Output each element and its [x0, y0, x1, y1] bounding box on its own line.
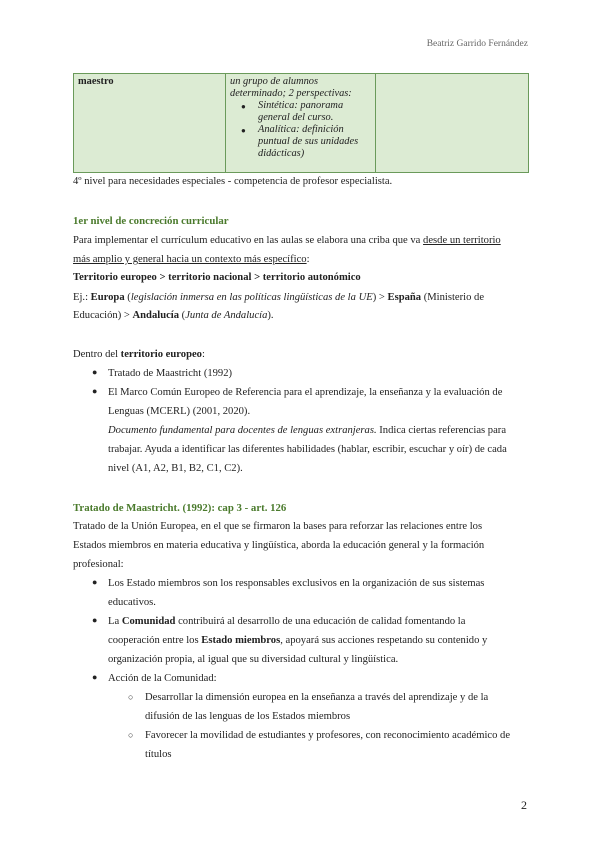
sub-list-item: Favorecer la movilidad de estudiantes y profesores, con reconocimiento académico de [145, 730, 511, 741]
example-line-2 [73, 306, 529, 326]
list-item: Los Estado miembros son los responsables exclusivos en la organización de sus sistemas [108, 578, 485, 589]
italic-text: Documento fundamental para docentes de lenguas extranjeras. [108, 425, 377, 436]
text-run: ). [267, 310, 274, 321]
bullet-icon: ● [92, 386, 98, 396]
list-item-line: nivel (A1, A2, B1, B2, C1, C2). [108, 463, 243, 474]
list-item: ● Analítica: definición puntual de sus unidades didácticas) [258, 124, 371, 160]
text-run: : [201, 349, 205, 360]
bullet-icon: ● [92, 367, 98, 377]
paragraph-line: Tratado de la Unión Europea, en el que se firmaron la bases para reforzar las relaciones entre los [73, 521, 483, 532]
text-run: (Ministerio de [421, 292, 485, 303]
text-run: La [108, 616, 122, 627]
list-item-line [108, 421, 529, 441]
text-run: Ej.: [73, 292, 91, 303]
circle-bullet-icon: ○ [128, 730, 134, 740]
levels-table [73, 73, 529, 173]
territory-hierarchy: Territorio europeo > territorio nacional > territorio autonómico [73, 272, 361, 283]
paragraph [73, 345, 529, 365]
bullet-icon: ● [92, 672, 98, 682]
underlined-text: más amplio y general hacia un contexto más específico [73, 254, 307, 265]
bold-text: Estado miembros [201, 635, 281, 646]
list-item [108, 612, 529, 632]
paragraph [73, 231, 529, 251]
table-cell-empty [376, 74, 529, 173]
table-cell-description [226, 74, 376, 173]
cell-intro: un grupo de alumnos determinado; 2 perspectivas: [230, 76, 352, 99]
paragraph-line: Estados miembros en materia educativa y lingüística, aborda la educación general y la formación [73, 540, 485, 551]
bold-text: Europa [90, 292, 125, 303]
list-item: El Marco Común Europeo de Referencia para el aprendizaje, la enseñanza y la evaluación de [108, 387, 503, 398]
list-item: Acción de la Comunidad: [108, 673, 217, 684]
text-run: Dentro del [73, 349, 121, 360]
page-number: 2 [521, 798, 527, 812]
text-run: Para implementar el currículum educativo en las aulas se elabora una criba que va [73, 235, 424, 246]
sub-list-item-line: difusión de las lenguas de los Estados miembros [145, 711, 351, 722]
list-item-line: organización propia, al igual que su diversidad cultural y lingüística. [108, 654, 399, 665]
section1-heading: 1er nivel de concreción curricular [73, 215, 229, 227]
bullet-icon: ● [92, 615, 98, 625]
text-run: Indica ciertas referencias para [376, 425, 507, 436]
list-item: ● Sintética: panorama general del curso. [258, 100, 371, 124]
bold-text: Comunidad [121, 616, 176, 627]
bullet-icon: ● [92, 577, 98, 587]
bold-text: Andalucía [132, 310, 180, 321]
example-line [73, 288, 529, 308]
list-item: Tratado de Maastricht (1992) [108, 368, 233, 379]
paragraph-line [73, 250, 529, 270]
text-run: cooperación entre los [108, 635, 202, 646]
list-item-line: trabajar. Ayuda a identificar las diferentes habilidades (hablar, escribir, escuchar y oír) de cada [108, 444, 507, 455]
text-run: ) > [372, 292, 388, 303]
list-item-line: Lenguas (MCERL) (2001, 2020). [108, 406, 251, 417]
text-run: ( [124, 292, 131, 303]
italic-text: Junta de Andalucía [185, 310, 268, 321]
text-run: , apoyará sus acciones respetando su contenido y [280, 635, 488, 646]
text-run: ( [179, 310, 186, 321]
italic-text: legislación inmersa en las políticas lingüísticas de la UE [130, 292, 373, 303]
author-header: Beatriz Garrido Fernández [426, 39, 528, 49]
paragraph-line: profesional: [73, 559, 124, 570]
list-item-line [108, 631, 529, 651]
text-run: : [306, 254, 310, 265]
bold-text: España [387, 292, 422, 303]
text-run: Educación) > [73, 310, 133, 321]
list-item-line: educativos. [108, 597, 156, 608]
section2-heading: Tratado de Maastricht. (1992): cap 3 - art. 126 [73, 502, 287, 514]
sub-list-item-line: títulos [145, 749, 172, 760]
bold-text: territorio europeo [120, 349, 202, 360]
sub-list-item: Desarrollar la dimensión europea en la enseñanza a través del aprendizaje y de la [145, 692, 489, 703]
cell-list [230, 100, 371, 160]
text-run: contribuirá al desarrollo de una educación de calidad fomentando la [175, 616, 466, 627]
circle-bullet-icon: ○ [128, 692, 134, 702]
special-needs-note: 4º nivel para necesidades especiales - competencia de profesor especialista. [73, 176, 393, 187]
underlined-text: desde un territorio [423, 235, 501, 246]
table-cell-role: maestro [74, 74, 226, 173]
table-row [74, 74, 529, 173]
